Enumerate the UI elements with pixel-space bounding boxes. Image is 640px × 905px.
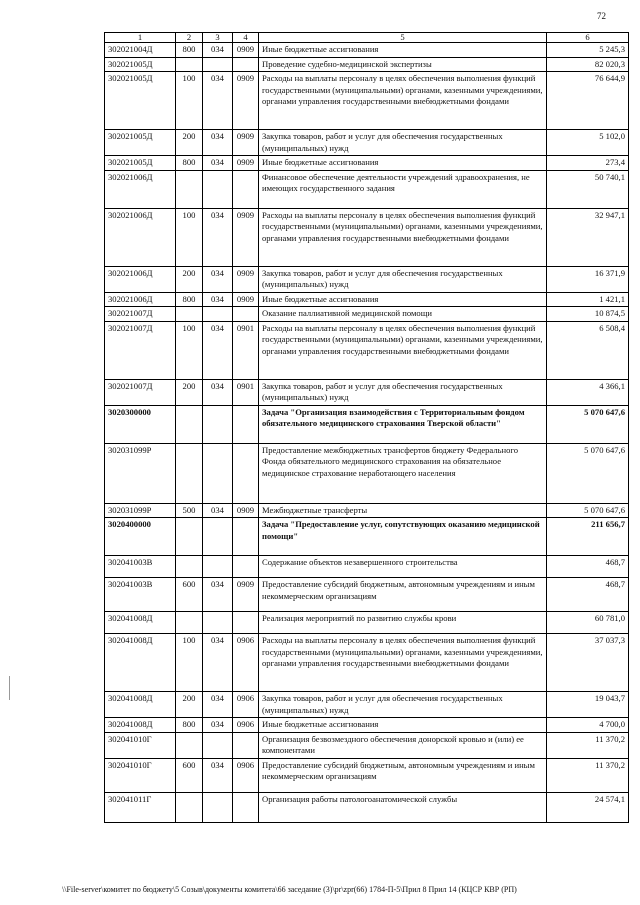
row-ministry-cell: 034 (203, 718, 233, 733)
row-group-cell: 100 (176, 72, 203, 130)
row-code-cell: 302041003В (105, 578, 176, 612)
row-ministry-cell: 034 (203, 292, 233, 307)
row-section-cell: 0906 (233, 634, 259, 692)
row-amount-cell: 19 043,7 (547, 692, 629, 718)
table-row (105, 634, 629, 692)
row-code-cell: 302021005Д (105, 72, 176, 130)
row-group-cell: 800 (176, 156, 203, 171)
row-section-cell: 0906 (233, 758, 259, 792)
row-amount-cell: 5 070 647,6 (547, 443, 629, 503)
row-section-cell (233, 307, 259, 322)
budget-table (104, 32, 629, 823)
row-code-cell: 302021006Д (105, 266, 176, 292)
table-row (105, 792, 629, 822)
table-header-row (105, 33, 629, 43)
row-section-cell (233, 556, 259, 578)
row-group-cell: 200 (176, 130, 203, 156)
row-section-cell (233, 732, 259, 758)
table-row (105, 612, 629, 634)
row-code-cell: 302021004Д (105, 43, 176, 58)
row-name-cell: Проведение судебно-медицинской экспертизы (259, 57, 547, 72)
row-group-cell (176, 405, 203, 443)
row-group-cell (176, 307, 203, 322)
row-name-cell: Иные бюджетные ассигнования (259, 156, 547, 171)
row-section-cell: 0909 (233, 578, 259, 612)
table-row (105, 518, 629, 556)
table-row (105, 732, 629, 758)
row-name-cell: Предоставление межбюджетных трансфертов бюджету Федерального Фонда обязательного медицинского страхования на обязательное медицинское страхование неработающего населения (259, 443, 547, 503)
table-row (105, 72, 629, 130)
row-ministry-cell: 034 (203, 266, 233, 292)
table-row (105, 379, 629, 405)
column-header: 3 (203, 33, 233, 43)
row-group-cell: 800 (176, 718, 203, 733)
row-name-cell: Организация работы патологоанатомической службы (259, 792, 547, 822)
row-code-cell: 302021007Д (105, 379, 176, 405)
row-code-cell: 302031099Р (105, 443, 176, 503)
row-name-cell: Иные бюджетные ассигнования (259, 43, 547, 58)
table-row (105, 266, 629, 292)
table-row (105, 130, 629, 156)
row-ministry-cell: 034 (203, 692, 233, 718)
row-amount-cell: 6 508,4 (547, 321, 629, 379)
row-ministry-cell (203, 170, 233, 208)
file-path-footer: \\File-server\комитет по бюджету\5 Созыв\документы комитета\66 заседание (3)\pr\zpr(66) 1784-П-5\Прил 8 Прил 14 (КЦСР КВР (РП) (62, 885, 517, 894)
row-amount-cell: 4 366,1 (547, 379, 629, 405)
table-row (105, 405, 629, 443)
row-ministry-cell: 034 (203, 379, 233, 405)
row-section-cell: 0906 (233, 692, 259, 718)
table-row (105, 43, 629, 58)
row-name-cell: Расходы на выплаты персоналу в целях обеспечения выполнения функций государственными (муниципальными) органами, казенными учреждениями, органами управления государственными внебюджетными фондами (259, 634, 547, 692)
row-group-cell: 200 (176, 379, 203, 405)
row-section-cell (233, 518, 259, 556)
row-section-cell: 0909 (233, 503, 259, 518)
row-code-cell: 302021007Д (105, 321, 176, 379)
table-row (105, 692, 629, 718)
scan-edge-mark (9, 676, 10, 700)
row-ministry-cell: 034 (203, 503, 233, 518)
table-row (105, 307, 629, 322)
table-row (105, 156, 629, 171)
row-section-cell: 0906 (233, 718, 259, 733)
row-code-cell: 302041008Д (105, 612, 176, 634)
row-code-cell: 302041008Д (105, 718, 176, 733)
row-name-cell: Закупка товаров, работ и услуг для обеспечения государственных (муниципальных) нужд (259, 379, 547, 405)
row-code-cell: 302041010Г (105, 758, 176, 792)
row-section-cell: 0901 (233, 321, 259, 379)
row-section-cell (233, 405, 259, 443)
row-ministry-cell (203, 732, 233, 758)
row-ministry-cell (203, 307, 233, 322)
row-name-cell: Финансовое обеспечение деятельности учреждений здравоохранения, не имеющих государственного задания (259, 170, 547, 208)
row-amount-cell: 76 644,9 (547, 72, 629, 130)
row-amount-cell: 1 421,1 (547, 292, 629, 307)
row-name-cell: Оказание паллиативной медицинской помощи (259, 307, 547, 322)
table-row (105, 170, 629, 208)
row-group-cell: 800 (176, 43, 203, 58)
page-number: 72 (597, 11, 606, 21)
row-ministry-cell (203, 792, 233, 822)
row-name-cell: Организация безвозмездного обеспечения донорской кровью и (или) ее компонентами (259, 732, 547, 758)
table-row (105, 503, 629, 518)
row-amount-cell: 37 037,3 (547, 634, 629, 692)
row-group-cell: 600 (176, 758, 203, 792)
column-header: 6 (547, 33, 629, 43)
row-code-cell: 302021006Д (105, 170, 176, 208)
table-row (105, 556, 629, 578)
row-group-cell: 200 (176, 692, 203, 718)
row-name-cell: Закупка товаров, работ и услуг для обеспечения государственных (муниципальных) нужд (259, 266, 547, 292)
row-name-cell: Иные бюджетные ассигнования (259, 718, 547, 733)
row-name-cell: Предоставление субсидий бюджетным, автономным учреждениям и иным некоммерческим организациям (259, 578, 547, 612)
row-code-cell: 302021007Д (105, 307, 176, 322)
row-amount-cell: 11 370,2 (547, 758, 629, 792)
column-header: 4 (233, 33, 259, 43)
column-header: 1 (105, 33, 176, 43)
row-name-cell: Задача "Предоставление услуг, сопутствующих оказанию медицинской помощи" (259, 518, 547, 556)
row-section-cell: 0909 (233, 266, 259, 292)
row-section-cell (233, 792, 259, 822)
row-group-cell: 600 (176, 578, 203, 612)
row-amount-cell: 16 371,9 (547, 266, 629, 292)
row-group-cell: 800 (176, 292, 203, 307)
row-ministry-cell: 034 (203, 758, 233, 792)
row-amount-cell: 24 574,1 (547, 792, 629, 822)
row-ministry-cell: 034 (203, 208, 233, 266)
row-section-cell: 0909 (233, 43, 259, 58)
row-name-cell: Содержание объектов незавершенного строительства (259, 556, 547, 578)
row-amount-cell: 5 102,0 (547, 130, 629, 156)
row-name-cell: Иные бюджетные ассигнования (259, 292, 547, 307)
row-group-cell: 200 (176, 266, 203, 292)
row-ministry-cell: 034 (203, 156, 233, 171)
row-group-cell (176, 170, 203, 208)
table-row (105, 321, 629, 379)
row-ministry-cell: 034 (203, 130, 233, 156)
row-section-cell: 0909 (233, 208, 259, 266)
column-header: 2 (176, 33, 203, 43)
table-row (105, 758, 629, 792)
row-group-cell: 100 (176, 321, 203, 379)
row-group-cell: 100 (176, 208, 203, 266)
row-ministry-cell: 034 (203, 72, 233, 130)
row-code-cell: 302031099Р (105, 503, 176, 518)
row-amount-cell: 5 070 647,6 (547, 503, 629, 518)
row-section-cell (233, 612, 259, 634)
table-body (105, 43, 629, 823)
row-ministry-cell: 034 (203, 43, 233, 58)
row-code-cell: 302041003В (105, 556, 176, 578)
row-amount-cell: 468,7 (547, 556, 629, 578)
row-amount-cell: 468,7 (547, 578, 629, 612)
row-code-cell: 3020300000 (105, 405, 176, 443)
row-code-cell: 302021006Д (105, 208, 176, 266)
row-name-cell: Закупка товаров, работ и услуг для обеспечения государственных (муниципальных) нужд (259, 130, 547, 156)
row-section-cell (233, 57, 259, 72)
row-code-cell: 3020400000 (105, 518, 176, 556)
row-ministry-cell: 034 (203, 634, 233, 692)
row-section-cell: 0909 (233, 130, 259, 156)
row-name-cell: Закупка товаров, работ и услуг для обеспечения государственных (муниципальных) нужд (259, 692, 547, 718)
row-amount-cell: 10 874,5 (547, 307, 629, 322)
row-name-cell: Задача "Организация взаимодействия с Территориальным фондом обязательного медицинского страхования Тверской области" (259, 405, 547, 443)
row-amount-cell: 50 740,1 (547, 170, 629, 208)
row-section-cell: 0909 (233, 292, 259, 307)
row-code-cell: 302021005Д (105, 156, 176, 171)
row-group-cell (176, 612, 203, 634)
row-ministry-cell: 034 (203, 578, 233, 612)
table-row (105, 443, 629, 503)
row-group-cell (176, 556, 203, 578)
row-amount-cell: 273,4 (547, 156, 629, 171)
row-section-cell: 0909 (233, 72, 259, 130)
row-amount-cell: 5 070 647,6 (547, 405, 629, 443)
table-row (105, 208, 629, 266)
row-group-cell (176, 792, 203, 822)
row-name-cell: Расходы на выплаты персоналу в целях обеспечения выполнения функций государственными (муниципальными) органами, казенными учреждениями, органами управления государственными внебюджетными фондами (259, 321, 547, 379)
row-ministry-cell (203, 57, 233, 72)
row-code-cell: 302041010Г (105, 732, 176, 758)
row-code-cell: 302041011Г (105, 792, 176, 822)
row-amount-cell: 60 781,0 (547, 612, 629, 634)
row-ministry-cell (203, 556, 233, 578)
row-name-cell: Расходы на выплаты персоналу в целях обеспечения выполнения функций государственными (муниципальными) органами, казенными учреждениями, органами управления государственными внебюджетными фондами (259, 72, 547, 130)
row-group-cell: 500 (176, 503, 203, 518)
row-ministry-cell (203, 443, 233, 503)
row-name-cell: Предоставление субсидий бюджетным, автономным учреждениям и иным некоммерческим организациям (259, 758, 547, 792)
table-row (105, 57, 629, 72)
column-header: 5 (259, 33, 547, 43)
row-group-cell (176, 57, 203, 72)
row-code-cell: 302041008Д (105, 692, 176, 718)
row-group-cell (176, 518, 203, 556)
row-ministry-cell (203, 612, 233, 634)
row-name-cell: Реализация мероприятий по развитию службы крови (259, 612, 547, 634)
row-code-cell: 302021005Д (105, 130, 176, 156)
row-code-cell: 302021006Д (105, 292, 176, 307)
row-name-cell: Расходы на выплаты персоналу в целях обеспечения выполнения функций государственными (муниципальными) органами, казенными учреждениями, органами управления государственными внебюджетными фондами (259, 208, 547, 266)
row-section-cell: 0901 (233, 379, 259, 405)
row-group-cell: 100 (176, 634, 203, 692)
row-ministry-cell (203, 518, 233, 556)
row-ministry-cell: 034 (203, 321, 233, 379)
row-group-cell (176, 732, 203, 758)
table-row (105, 718, 629, 733)
row-code-cell: 302021005Д (105, 57, 176, 72)
row-group-cell (176, 443, 203, 503)
row-amount-cell: 82 020,3 (547, 57, 629, 72)
row-amount-cell: 5 245,3 (547, 43, 629, 58)
row-name-cell: Межбюджетные трансферты (259, 503, 547, 518)
row-ministry-cell (203, 405, 233, 443)
row-amount-cell: 11 370,2 (547, 732, 629, 758)
row-amount-cell: 4 700,0 (547, 718, 629, 733)
row-amount-cell: 211 656,7 (547, 518, 629, 556)
row-code-cell: 302041008Д (105, 634, 176, 692)
row-amount-cell: 32 947,1 (547, 208, 629, 266)
table-row (105, 292, 629, 307)
table-row (105, 578, 629, 612)
row-section-cell (233, 443, 259, 503)
row-section-cell: 0909 (233, 156, 259, 171)
row-section-cell (233, 170, 259, 208)
